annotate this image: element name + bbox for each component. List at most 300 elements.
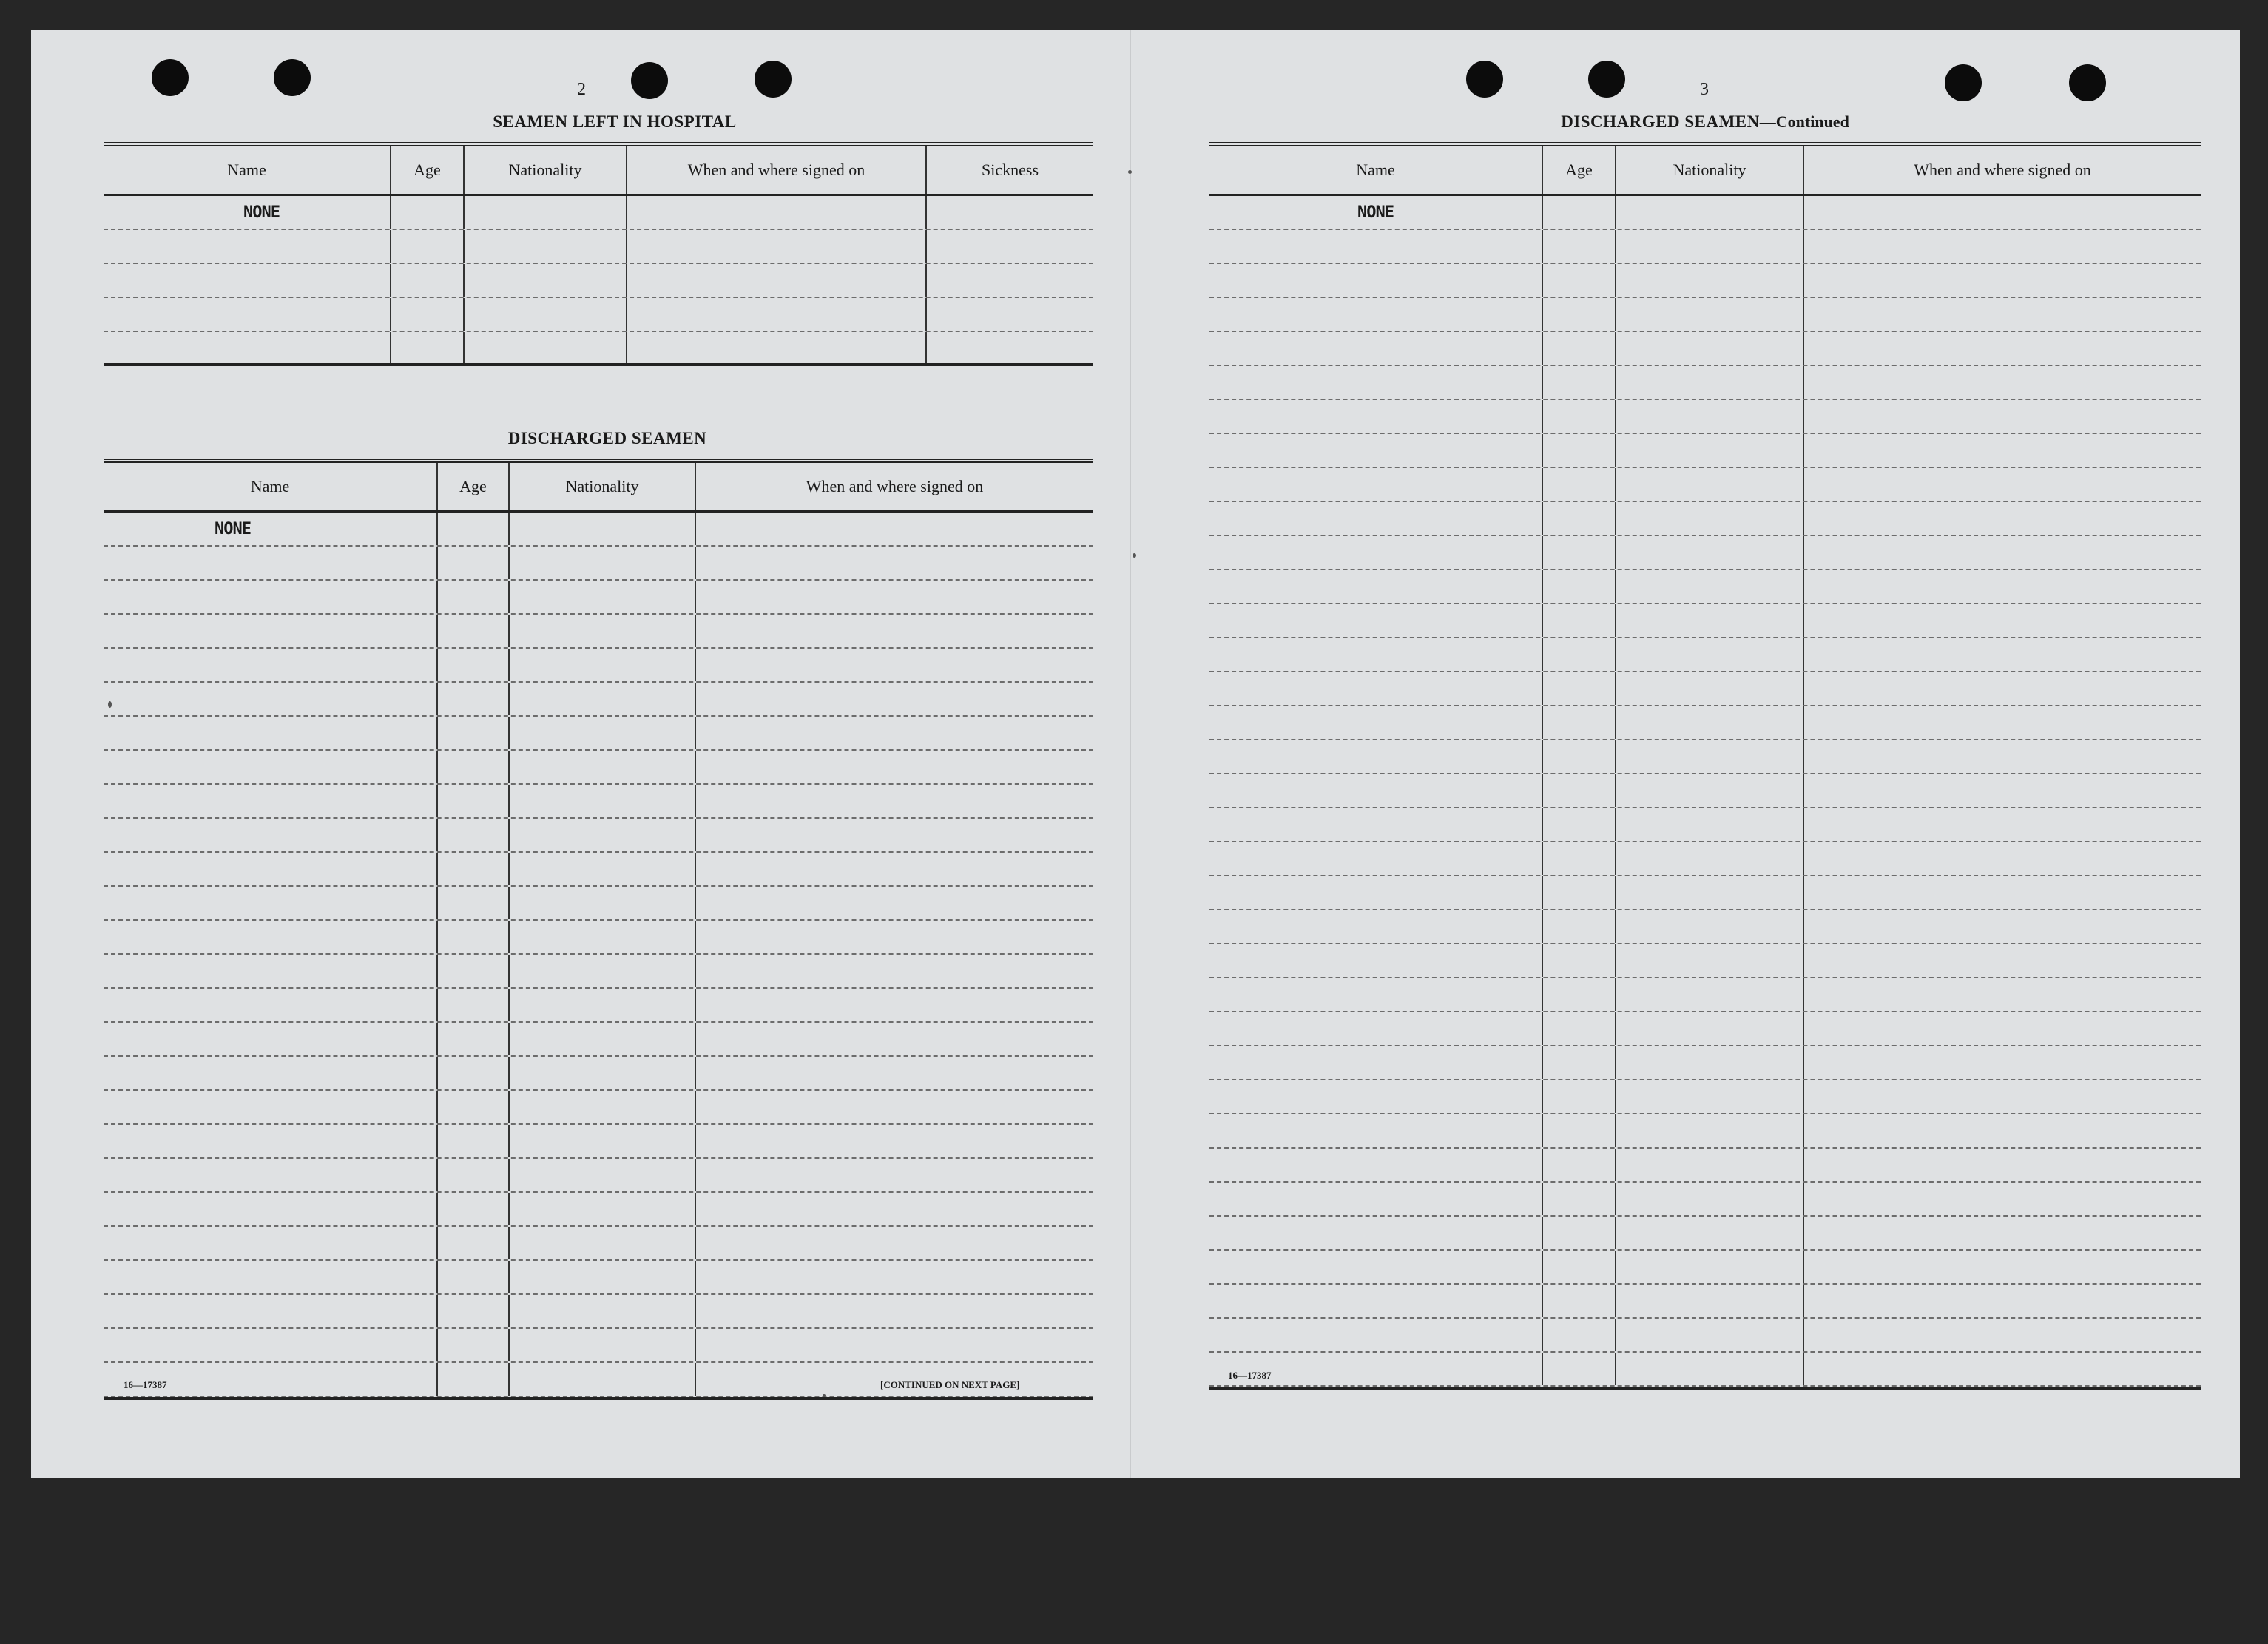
table-cell: [696, 1159, 1093, 1191]
table-row: [104, 989, 1093, 1023]
table-row: [1209, 910, 2201, 944]
table-row: [1209, 298, 2201, 332]
scan-speck: [1128, 170, 1132, 174]
discharged-continued-body: [1209, 196, 2201, 1387]
table-row: [104, 196, 1093, 230]
table-row: [104, 1295, 1093, 1329]
table-cell: [1616, 230, 1804, 263]
table-row: [1209, 434, 2201, 468]
table-cell: [1804, 434, 2201, 467]
table-cell: [696, 955, 1093, 987]
page-number-left: 2: [577, 80, 586, 99]
table-cell: [1543, 1285, 1616, 1317]
table-cell: [1543, 1046, 1616, 1079]
table-cell: [1804, 638, 2201, 671]
column-header-name: Name: [104, 146, 391, 194]
table-cell: [1804, 298, 2201, 331]
table-cell: [1804, 842, 2201, 875]
table-cell: [438, 1091, 510, 1123]
table-cell: [1209, 842, 1543, 875]
table-cell: [1804, 1114, 2201, 1147]
table-row: [104, 1023, 1093, 1057]
form-code-left: 16—17387: [124, 1379, 167, 1390]
table-cell: [1804, 536, 2201, 569]
age-cell: [438, 513, 510, 545]
table-row: [104, 649, 1093, 683]
table-cell: [1543, 1183, 1616, 1215]
table-row: [104, 332, 1093, 366]
table-cell: [1543, 1080, 1616, 1113]
table-row: [1209, 1046, 2201, 1080]
name-cell: [104, 513, 438, 545]
table-cell: [1209, 468, 1543, 501]
table-cell: [510, 1091, 696, 1123]
table-row: [1209, 842, 2201, 876]
table-cell: [696, 717, 1093, 749]
table-row: [1209, 1114, 2201, 1149]
discharged-section-title: DISCHARGED SEAMEN: [507, 429, 707, 447]
table-cell: [1616, 1353, 1804, 1385]
table-cell: [104, 751, 438, 783]
table-cell: [1804, 876, 2201, 909]
table-cell: [510, 853, 696, 885]
punch-hole: [274, 59, 311, 96]
table-cell: [696, 1125, 1093, 1157]
table-cell: [1804, 774, 2201, 807]
table-row: [1209, 740, 2201, 774]
table-cell: [438, 1295, 510, 1327]
table-cell: [1543, 774, 1616, 807]
table-cell: [1616, 434, 1804, 467]
table-row: [104, 1227, 1093, 1261]
table-cell: [696, 1227, 1093, 1259]
table-cell: [1616, 808, 1804, 841]
table-cell: [1543, 1012, 1616, 1045]
table-cell: [104, 547, 438, 579]
table-cell: [1209, 1183, 1543, 1215]
table-cell: [1616, 978, 1804, 1011]
table-cell: [510, 1295, 696, 1327]
table-cell: [1616, 842, 1804, 875]
table-cell: [438, 717, 510, 749]
table-row: [104, 264, 1093, 298]
table-cell: [104, 1193, 438, 1225]
table-cell: [1209, 1217, 1543, 1249]
table-cell: [1616, 944, 1804, 977]
table-cell: [438, 1125, 510, 1157]
table-cell: [1804, 740, 2201, 773]
table-cell: [696, 649, 1093, 681]
discharged-continued-suffix: —Continued: [1759, 112, 1849, 131]
table-cell: [438, 955, 510, 987]
table-cell: [438, 1159, 510, 1191]
table-cell: [1209, 978, 1543, 1011]
table-row: [104, 615, 1093, 649]
table-row: [1209, 1012, 2201, 1046]
table-cell: [1616, 366, 1804, 399]
table-cell: [1543, 1353, 1616, 1385]
table-cell: [1209, 1114, 1543, 1147]
table-cell: [696, 853, 1093, 885]
table-cell: [1209, 1046, 1543, 1079]
table-cell: [696, 1329, 1093, 1361]
table-cell: [510, 1363, 696, 1396]
table-cell: [1616, 264, 1804, 297]
signed-on-cell: [696, 513, 1093, 545]
table-row: [1209, 638, 2201, 672]
table-cell: [696, 751, 1093, 783]
table-cell: [510, 989, 696, 1021]
table-cell: [1804, 1353, 2201, 1385]
table-cell: [1543, 842, 1616, 875]
table-row: [1209, 1183, 2201, 1217]
nationality-cell: [1616, 196, 1804, 229]
hospital-table: [104, 142, 1093, 366]
table-cell: [696, 581, 1093, 613]
table-cell: [696, 1261, 1093, 1293]
table-cell: [1543, 502, 1616, 535]
table-cell: [510, 615, 696, 647]
punch-hole: [755, 61, 792, 98]
table-cell: [1543, 468, 1616, 501]
table-row: [1209, 944, 2201, 978]
table-cell: [510, 683, 696, 715]
table-cell: [1616, 1046, 1804, 1079]
table-cell: [510, 649, 696, 681]
table-cell: [1543, 400, 1616, 433]
table-cell: [1543, 604, 1616, 637]
table-cell: [1804, 978, 2201, 1011]
table-cell: [1804, 808, 2201, 841]
scan-speck: [1133, 553, 1136, 558]
table-cell: [1543, 978, 1616, 1011]
column-header-signed-on: When and where signed on: [1914, 160, 2091, 179]
table-cell: [1804, 1149, 2201, 1181]
table-cell: [510, 1159, 696, 1191]
age-cell: [391, 196, 465, 229]
table-cell: [1616, 1217, 1804, 1249]
table-cell: [1804, 1080, 2201, 1113]
table-cell: [1543, 264, 1616, 297]
table-cell: [1804, 1251, 2201, 1283]
table-cell: [1804, 604, 2201, 637]
table-cell: [696, 785, 1093, 817]
table-cell: [510, 751, 696, 783]
table-cell: [1209, 502, 1543, 535]
table-cell: [438, 547, 510, 579]
table-cell: [1804, 502, 2201, 535]
table-cell: [1804, 366, 2201, 399]
table-cell: [1209, 536, 1543, 569]
column-header-age: Age: [391, 146, 465, 194]
table-cell: [438, 649, 510, 681]
table-row: [1209, 774, 2201, 808]
column-header-sickness: Sickness: [982, 160, 1039, 179]
table-cell: [1804, 1012, 2201, 1045]
table-cell: [696, 1193, 1093, 1225]
table-cell: [510, 887, 696, 919]
table-row: [1209, 570, 2201, 604]
entry-none: NONE: [243, 203, 280, 222]
table-row: [104, 1125, 1093, 1159]
nationality-cell: [510, 513, 696, 545]
table-cell: [1616, 638, 1804, 671]
table-cell: [696, 1091, 1093, 1123]
table-cell: [1804, 1319, 2201, 1351]
table-row: [1209, 196, 2201, 230]
table-row: [104, 1091, 1093, 1125]
signed-on-cell: [1804, 196, 2201, 229]
table-cell: [1616, 1285, 1804, 1317]
table-cell: [696, 989, 1093, 1021]
table-cell: [1616, 740, 1804, 773]
table-cell: [1616, 570, 1804, 603]
punch-hole: [1945, 64, 1982, 101]
table-row: [104, 717, 1093, 751]
table-row: [1209, 1080, 2201, 1114]
table-cell: [510, 921, 696, 953]
table-cell: [1209, 706, 1543, 739]
table-cell: [1209, 434, 1543, 467]
table-cell: [1209, 1251, 1543, 1283]
discharged-continued-table: [1209, 142, 2201, 1390]
table-cell: [438, 887, 510, 919]
table-cell: [1543, 910, 1616, 943]
table-row: [1209, 502, 2201, 536]
table-cell: [438, 1227, 510, 1259]
table-cell: [1616, 400, 1804, 433]
table-cell: [1543, 570, 1616, 603]
discharged-continued-title: [1209, 112, 2201, 132]
table-cell: [1543, 434, 1616, 467]
table-row: [1209, 808, 2201, 842]
table-cell: [1804, 468, 2201, 501]
table-row: [1209, 468, 2201, 502]
table-cell: [1616, 536, 1804, 569]
table-cell: [1543, 1319, 1616, 1351]
table-cell: [696, 921, 1093, 953]
table-cell: [1804, 1217, 2201, 1249]
signed-on-cell: [627, 196, 927, 229]
table-cell: [104, 615, 438, 647]
discharged-continued-title-main: DISCHARGED SEAMEN: [1561, 112, 1760, 131]
table-cell: [1209, 1149, 1543, 1181]
table-row: [104, 298, 1093, 332]
table-cell: [438, 615, 510, 647]
table-cell: [510, 819, 696, 851]
table-row: [1209, 536, 2201, 570]
table-row: [1209, 1251, 2201, 1285]
table-cell: [104, 785, 438, 817]
table-cell: [1804, 944, 2201, 977]
table-cell: [1543, 332, 1616, 365]
table-row: [104, 853, 1093, 887]
table-cell: [1209, 1080, 1543, 1113]
discharged-table-body: [104, 513, 1093, 1397]
table-row: [104, 921, 1093, 955]
table-cell: [1804, 910, 2201, 943]
table-cell: [438, 1363, 510, 1396]
table-cell: [1543, 230, 1616, 263]
table-cell: [1616, 298, 1804, 331]
table-cell: [1209, 1012, 1543, 1045]
table-cell: [438, 853, 510, 885]
table-cell: [1543, 740, 1616, 773]
column-header-age: Age: [438, 463, 510, 510]
table-cell: [104, 1057, 438, 1089]
table-cell: [1616, 332, 1804, 365]
table-cell: [1209, 944, 1543, 977]
table-cell: [1209, 570, 1543, 603]
table-cell: [1543, 1149, 1616, 1181]
table-row: [1209, 332, 2201, 366]
sickness-cell: [927, 196, 1093, 229]
table-cell: [104, 649, 438, 681]
table-row: [104, 1057, 1093, 1091]
table-cell: [510, 1261, 696, 1293]
table-row: [1209, 978, 2201, 1012]
table-cell: [1543, 1251, 1616, 1283]
entry-none: NONE: [1357, 203, 1394, 222]
table-row: [104, 547, 1093, 581]
table-cell: [510, 955, 696, 987]
punch-hole: [1466, 61, 1503, 98]
table-cell: [1209, 366, 1543, 399]
table-cell: [1209, 332, 1543, 365]
table-cell: [1209, 1285, 1543, 1317]
table-cell: [104, 1329, 438, 1361]
punch-hole: [2069, 64, 2106, 101]
table-cell: [438, 1057, 510, 1089]
table-row: [104, 513, 1093, 547]
table-cell: [1209, 808, 1543, 841]
punch-hole: [631, 62, 668, 99]
table-cell: [1543, 366, 1616, 399]
table-cell: [1209, 774, 1543, 807]
table-cell: [1209, 1319, 1543, 1351]
form-code-right: 16—17387: [1228, 1370, 1272, 1381]
table-cell: [1543, 706, 1616, 739]
scan-speck: [108, 701, 112, 708]
entry-none: NONE: [215, 519, 251, 538]
table-cell: [1804, 400, 2201, 433]
table-row: [1209, 1319, 2201, 1353]
table-cell: [1209, 672, 1543, 705]
table-cell: [438, 751, 510, 783]
table-cell: [104, 717, 438, 749]
column-header-nationality: Nationality: [510, 463, 696, 510]
table-cell: [1209, 604, 1543, 637]
table-cell: [438, 683, 510, 715]
table-cell: [1616, 1251, 1804, 1283]
table-cell: [1616, 604, 1804, 637]
hospital-table-body: [104, 196, 1093, 366]
punch-hole: [152, 59, 189, 96]
table-cell: [1616, 1012, 1804, 1045]
table-cell: [510, 1193, 696, 1225]
table-row: [1209, 264, 2201, 298]
table-cell: [104, 1125, 438, 1157]
table-cell: [510, 1329, 696, 1361]
discharged-continued-header: [1209, 146, 2201, 196]
name-cell: [1209, 196, 1543, 229]
page-number-right: 3: [1700, 80, 1709, 99]
table-cell: [438, 819, 510, 851]
table-row: [1209, 1353, 2201, 1387]
table-cell: [1616, 672, 1804, 705]
table-cell: [1804, 706, 2201, 739]
name-cell: [104, 196, 391, 229]
column-header-signed-on: When and where signed on: [806, 477, 984, 495]
table-cell: [1616, 910, 1804, 943]
table-cell: [1804, 264, 2201, 297]
table-cell: [104, 683, 438, 715]
table-cell: [1209, 876, 1543, 909]
hospital-table-header: [104, 146, 1093, 196]
nationality-cell: [465, 196, 627, 229]
table-row: [104, 887, 1093, 921]
table-cell: [438, 1193, 510, 1225]
table-cell: [1804, 570, 2201, 603]
table-cell: [1616, 1149, 1804, 1181]
column-header-nationality: Nationality: [465, 146, 627, 194]
column-header-name: Name: [104, 463, 438, 510]
table-cell: [438, 921, 510, 953]
table-cell: [510, 1125, 696, 1157]
age-cell: [1543, 196, 1616, 229]
table-cell: [104, 989, 438, 1021]
table-cell: [1543, 1217, 1616, 1249]
table-cell: [438, 989, 510, 1021]
table-cell: [104, 819, 438, 851]
table-cell: [510, 717, 696, 749]
table-cell: [104, 1091, 438, 1123]
table-cell: [1209, 740, 1543, 773]
table-row: [104, 785, 1093, 819]
table-row: [1209, 1285, 2201, 1319]
table-row: [104, 1159, 1093, 1193]
table-cell: [1543, 808, 1616, 841]
scan-speck: [823, 1394, 826, 1397]
table-cell: [1616, 1183, 1804, 1215]
table-cell: [104, 1159, 438, 1191]
table-cell: [696, 887, 1093, 919]
table-cell: [1543, 672, 1616, 705]
table-row: [104, 955, 1093, 989]
table-row: [1209, 876, 2201, 910]
table-cell: [1616, 706, 1804, 739]
column-header-name: Name: [1209, 146, 1543, 194]
discharged-table-header: [104, 463, 1093, 513]
table-cell: [1616, 876, 1804, 909]
table-row: [1209, 366, 2201, 400]
table-cell: [696, 547, 1093, 579]
table-row: [1209, 604, 2201, 638]
table-cell: [104, 1261, 438, 1293]
table-cell: [1209, 910, 1543, 943]
table-cell: [104, 1227, 438, 1259]
table-cell: [1616, 502, 1804, 535]
table-cell: [696, 615, 1093, 647]
column-header-signed-on: When and where signed on: [627, 146, 927, 194]
table-cell: [1616, 1080, 1804, 1113]
table-cell: [1209, 638, 1543, 671]
table-cell: [510, 1023, 696, 1055]
table-cell: [1543, 638, 1616, 671]
column-header-age: Age: [1543, 146, 1616, 194]
table-cell: [1804, 332, 2201, 365]
page-fold: [1130, 30, 1131, 1478]
